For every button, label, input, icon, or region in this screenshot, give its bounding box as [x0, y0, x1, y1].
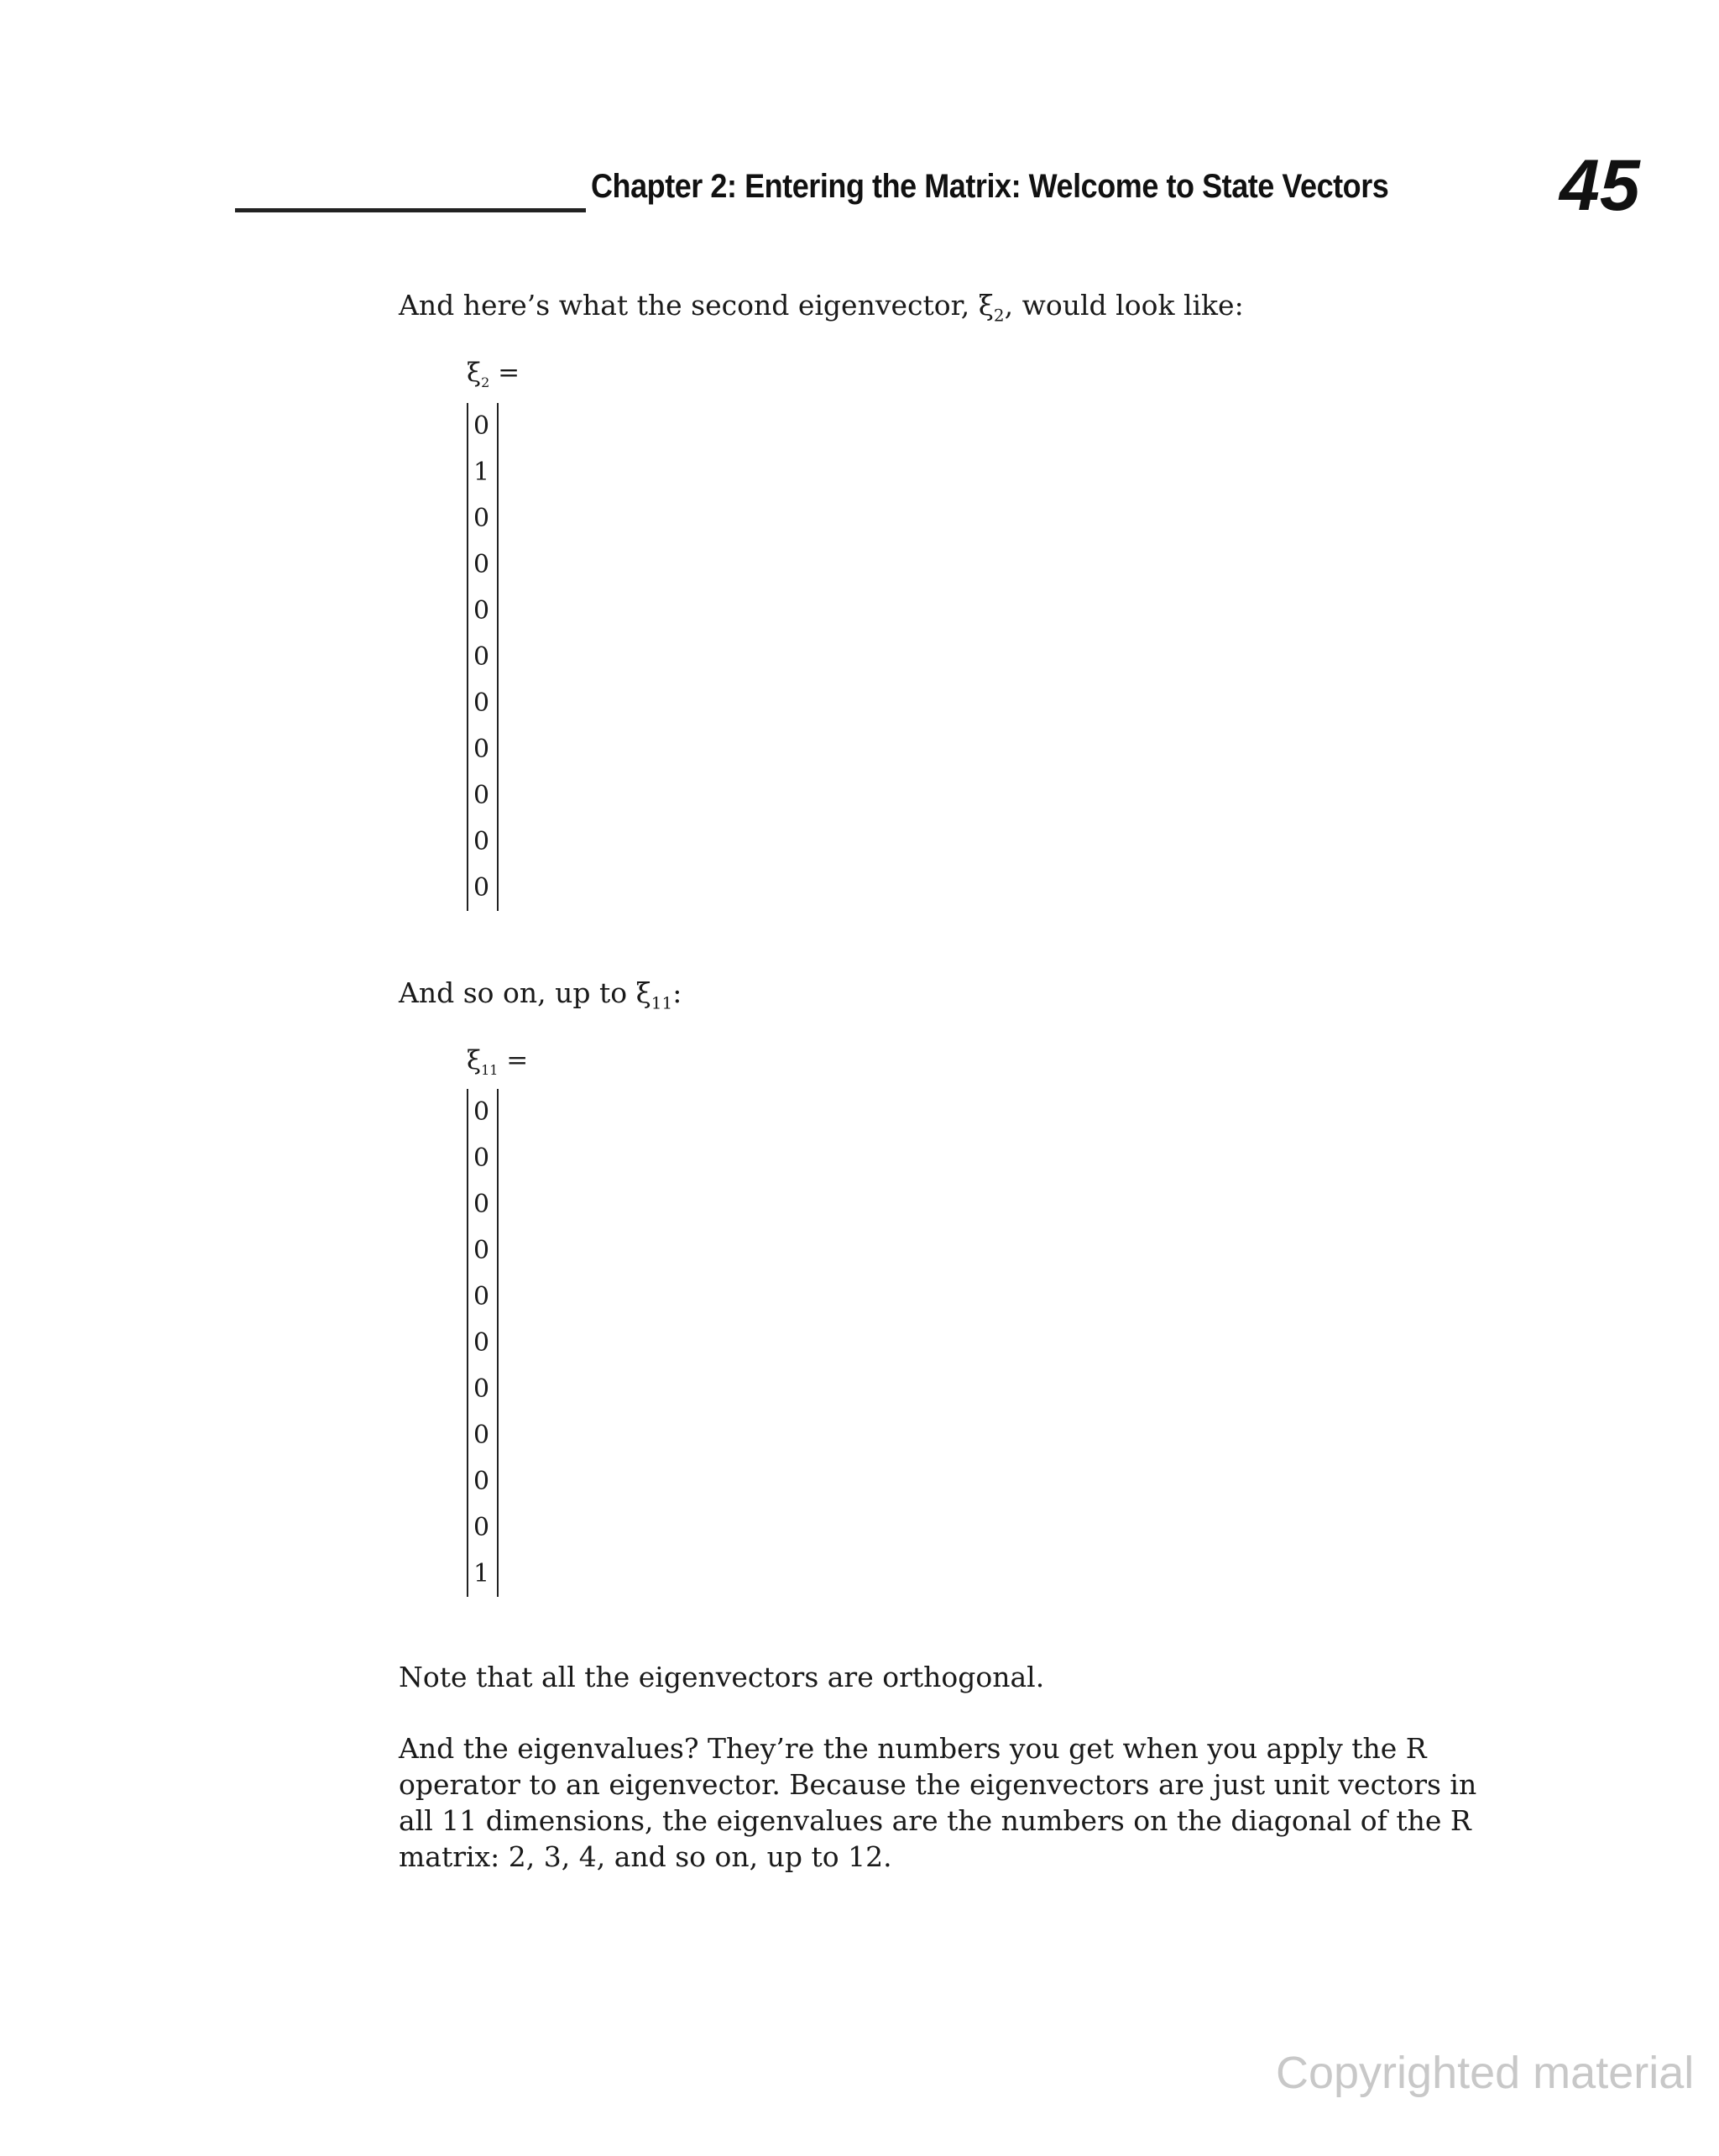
eq-label-second	[467, 358, 520, 391]
intro-second-eigenvector	[399, 287, 1490, 326]
vector-entry: 0	[473, 411, 490, 441]
vector-entry: 0	[473, 1097, 490, 1127]
intro-text: :	[672, 976, 682, 1009]
vector-entry: 0	[473, 827, 490, 856]
eigenvalues-paragraph: And the eigenvalues? They’re the numbers you get when you apply the R operator to an eigenvector. Because the eigenvectors are just unit vectors in all 11 dimensions, the eigenvalues are the numbers on the diagonal of the R matrix: 2, 3, 4, and so on, up to 12.	[399, 1732, 1477, 1873]
subscript: 2	[481, 374, 490, 391]
header-rule	[235, 208, 586, 212]
vector-entry: 0	[473, 1190, 490, 1219]
vector-entry: 0	[473, 1513, 490, 1542]
xi-symbol: ξ	[467, 1045, 482, 1075]
watermark: Copyrighted material	[1276, 2048, 1695, 2098]
vector-entry: 0	[473, 550, 490, 579]
subscript: 2	[993, 305, 1005, 326]
equals-sign: =	[498, 1045, 529, 1075]
page-number: 45	[1560, 145, 1640, 226]
vector-entry: 0	[473, 873, 490, 903]
vector-entry: 0	[473, 1236, 490, 1265]
vector-entry: 0	[473, 642, 490, 672]
vector-entry: 0	[473, 1467, 490, 1496]
vector-entry: 0	[473, 781, 490, 810]
intro-text: , would look like:	[1004, 289, 1244, 322]
equals-sign: =	[489, 358, 520, 388]
subscript: 11	[651, 992, 673, 1013]
subscript: 11	[481, 1062, 499, 1079]
intro-text: And here’s what the second eigenvector, ξ	[399, 289, 994, 322]
eq-label-eleventh	[467, 1045, 529, 1079]
vector-entry: 0	[473, 688, 490, 718]
vector-entry: 1	[473, 458, 490, 487]
xi-symbol: ξ	[467, 358, 482, 388]
vector-entry: 0	[473, 1374, 490, 1404]
vector-entry: 0	[473, 735, 490, 764]
orthogonal-note: Note that all the eigenvectors are orthogonal.	[399, 1661, 1045, 1693]
vector-entry: 1	[473, 1559, 490, 1588]
vector-entry: 0	[473, 504, 490, 533]
vector-second	[467, 403, 499, 911]
running-head: Chapter 2: Entering the Matrix: Welcome to State Vectors	[591, 168, 1389, 205]
intro-text: And so on, up to ξ	[399, 976, 651, 1009]
vector-eleventh	[467, 1089, 499, 1597]
vector-entry: 0	[473, 1421, 490, 1450]
vector-entry: 0	[473, 1143, 490, 1173]
vector-entry: 0	[473, 1282, 490, 1311]
intro-eleventh-eigenvector	[399, 975, 1490, 1011]
vector-entry: 0	[473, 596, 490, 625]
vector-entry: 0	[473, 1328, 490, 1358]
